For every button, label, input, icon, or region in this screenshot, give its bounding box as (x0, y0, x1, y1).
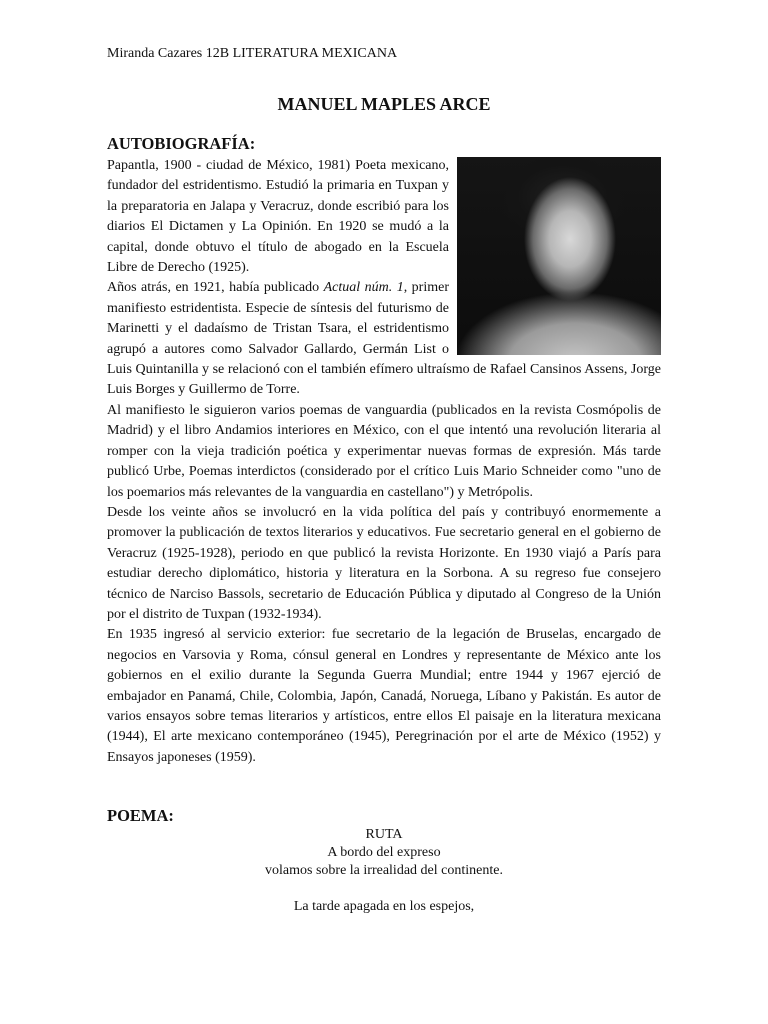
manifesto-title: Actual núm. 1 (323, 280, 404, 296)
poem-title: RUTA (365, 827, 403, 842)
bio-paragraph-2-rest: , primer manifiesto estridentista. Especie de síntesis del futurismo de Marinetti y el dadaísmo de Tristan Tsara, el estridentismo agrupó a autores como Salvador Gallardo, Germán List o Luis Quintanilla y se relacionó con el también efímero ultraísmo de Rafael Cansinos Assens, Jorge Luis Borges y Guillermo de Torre. (107, 280, 661, 398)
bio-paragraph-4: Desde los veinte años se involucró en la vida política del país y contribuyó enormemente a promover la publicación de textos literarios y educativos. Fue secretario general en el gobierno de Veracruz (1925-1928), periodo en que publicó la revista Horizonte. En 1930 viajó a París para estudiar derecho diplomático, historia y literatura en la Sorbona. A su regreso fue consejero técnico de Narciso Bassols, secretario de Educación Pública y diputado al Congreso de la Unión por el distrito de Tuxpan (1932-1934). (107, 504, 661, 622)
author-portrait-photo (457, 157, 661, 355)
poem-line: volamos sobre la irrealidad del continente. (265, 863, 503, 878)
bio-paragraph-1: Papantla, 1900 - ciudad de México, 1981) Poeta mexicano, fundador del estridentismo. Estudió la primaria en Tuxpan y la preparatoria en Jalapa y Veracruz, donde escribió para los diarios El Dictamen y La Opinión. En 1920 se mudó a la capital, donde obtuvo el título de abogado en la Escuela Libre de Derecho (1925). (107, 158, 449, 276)
poem-block (107, 826, 661, 916)
bio-paragraph-5: En 1935 ingresó al servicio exterior: fue secretario de la legación de Bruselas, encargado de negocios en Varsovia y Roma, cónsul general en Londres y representante de México ante los gobiernos en el exilio durante la Segunda Guerra Mundial; entre 1944 y 1967 ejerció de embajador en Panamá, Chile, Colombia, Japón, Canadá, Noruega, Líbano y Pakistán. Es autor de varios ensayos sobre temas literarios y artísticos, entre ellos El paisaje en la literatura mexicana (1944), El arte mexicano contemporáneo (1945), Peregrinación por el arte de México (1952) y Ensayos japoneses (1959). (107, 627, 661, 765)
document-title: MANUEL MAPLES ARCE (277, 94, 491, 114)
student-header: Miranda Cazares 12B LITERATURA MEXICANA (107, 46, 398, 61)
bio-paragraph-2-start: Años atrás, en 1921, había publicado (107, 280, 324, 296)
bio-paragraph-3: Al manifiesto le siguieron varios poemas de vanguardia (publicados en la revista Cosmópolis de Madrid) y el libro Andamios interiores en México, con el que intentó una revolución literaria al romper con la vieja tradición poética y experimentar nuevas formas de expresión. Más tarde publicó Urbe, Poemas interdictos (considerado por el crítico Luis Mario Schneider como "uno de los poemarios más relevantes de la vanguardia en castellano") y Metrópolis. (107, 402, 661, 500)
biography-text (107, 156, 661, 768)
poem-line: A bordo del expreso (327, 845, 441, 860)
poem-heading: POEMA: (107, 806, 174, 825)
stanza-break (107, 880, 661, 898)
poem-line: La tarde apagada en los espejos, (293, 899, 475, 914)
autobiography-heading: AUTOBIOGRAFÍA: (107, 134, 256, 153)
